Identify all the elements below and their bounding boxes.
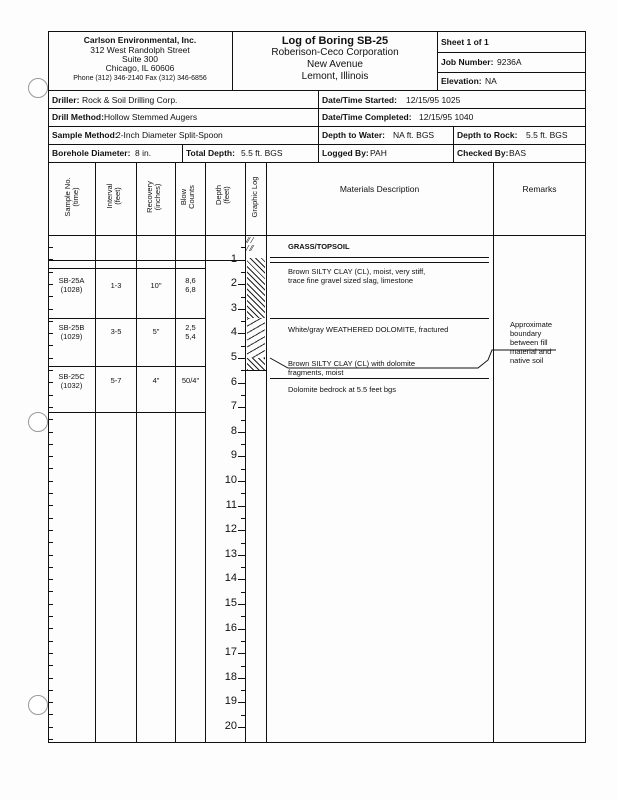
depth-label: 18	[224, 670, 237, 683]
binder-hole	[28, 78, 48, 98]
company-city: Chicago, IL 60606	[105, 63, 175, 73]
col-interval: Interval (feet)	[105, 183, 122, 209]
depth-tick	[238, 678, 246, 679]
col-graphic-log: Graphic Log	[250, 176, 259, 218]
depth-minor-tick	[241, 395, 246, 396]
material-silty-clay: Brown SILTY CLAY (CL), moist, very stiff,	[288, 267, 426, 276]
sample-interval: 5-7	[110, 376, 122, 385]
edge-tick	[48, 665, 53, 666]
edge-tick	[48, 468, 53, 469]
depth-to-rock-label: Depth to Rock:	[457, 130, 518, 140]
edge-tick	[48, 653, 53, 654]
edge-tick	[48, 542, 53, 543]
remark-line: material and	[510, 347, 552, 356]
remark-line: Approximate	[510, 320, 553, 329]
depth-minor-tick	[241, 297, 246, 298]
depth-to-water-label: Depth to Water:	[322, 130, 385, 140]
edge-tick	[48, 628, 53, 629]
material-silty-clay-detail: trace fine gravel sized slag, limestone	[288, 276, 414, 285]
depth-tick	[238, 284, 246, 285]
depth-tick	[238, 407, 246, 408]
depth-label: 1	[230, 252, 237, 265]
edge-tick	[48, 419, 53, 420]
depth-minor-tick	[241, 666, 246, 667]
edge-tick	[48, 382, 53, 383]
depth-minor-tick	[241, 690, 246, 691]
grass-symbol: ⁄⁄ ⁄ ⁄ ⁄⁄	[247, 236, 254, 253]
material-grass-topsoil: GRASS/TOPSOIL	[288, 242, 350, 251]
sample-time: (1032)	[60, 381, 83, 390]
edge-tick	[48, 259, 53, 260]
depth-label: 2	[230, 277, 237, 290]
col-depth: Depth (feet)	[214, 185, 231, 206]
depth-tick	[238, 383, 246, 384]
depth-label: 15	[224, 597, 237, 609]
depth-minor-tick	[241, 641, 246, 642]
sample-blows: 5,4	[185, 332, 196, 341]
depth-minor-tick	[241, 493, 246, 494]
depth-tick	[238, 309, 246, 310]
edge-tick	[48, 432, 53, 433]
silty-clay-hatch	[247, 358, 265, 370]
borehole-diameter-value: 8 in.	[135, 148, 152, 158]
date-started-value: 12/15/95 1025	[406, 95, 461, 105]
depth-label: 9	[230, 449, 237, 462]
material-silty-clay-dolomite: Brown SILTY CLAY (CL) with dolomite	[288, 359, 415, 368]
depth-minor-tick	[241, 518, 246, 519]
edge-tick	[48, 555, 53, 556]
depth-tick	[238, 653, 246, 654]
sample-interval: 1-3	[110, 281, 122, 290]
depth-minor-tick	[241, 715, 246, 716]
depth-tick	[238, 333, 246, 334]
edge-tick	[48, 358, 53, 359]
elevation-value: NA	[485, 76, 497, 86]
sheet-number: Sheet 1 of 1	[441, 37, 489, 47]
depth-tick	[238, 358, 246, 359]
date-started-label: Date/Time Started:	[322, 95, 397, 105]
sample-method-label: Sample Method:	[52, 130, 118, 140]
elevation-label: Elevation:	[441, 76, 482, 86]
depth-tick	[238, 604, 246, 605]
drill-method-label: Drill Method:	[52, 112, 104, 122]
depth-label: 20	[224, 720, 237, 732]
company-street: 312 West Randolph Street	[90, 45, 190, 55]
log-title: Log of Boring SB-25	[281, 35, 389, 47]
depth-minor-tick	[241, 444, 246, 445]
depth-label: 7	[230, 400, 237, 413]
depth-minor-tick	[241, 272, 246, 273]
sample-blows: 8,6	[185, 276, 196, 285]
remark-line: native soil	[510, 356, 544, 365]
checked-by-value: BAS	[509, 148, 527, 158]
depth-label: 12	[224, 523, 237, 536]
log-street: New Avenue	[307, 59, 363, 70]
depth-to-rock-value: 5.5 ft. BGS	[526, 130, 568, 140]
edge-tick	[48, 296, 53, 297]
edge-tick	[48, 345, 53, 346]
depth-label: 5	[230, 351, 237, 363]
depth-label: 16	[224, 621, 237, 634]
logged-by-value: PAH	[370, 148, 387, 158]
depth-tick	[238, 702, 246, 703]
drill-method-value: Hollow Stemmed Augers	[104, 112, 198, 122]
depth-tick	[238, 432, 246, 433]
dolomite-pattern	[247, 318, 265, 358]
edge-tick	[48, 518, 53, 519]
edge-tick	[48, 493, 53, 494]
depth-minor-tick	[241, 616, 246, 617]
sample-recovery: 10"	[150, 281, 162, 290]
edge-tick	[48, 678, 53, 679]
depth-tick	[238, 456, 246, 457]
total-depth-value: 5.5 ft. BGS	[241, 148, 283, 158]
depth-tick	[238, 579, 246, 580]
depth-label: 3	[230, 301, 237, 314]
total-depth-label: Total Depth:	[186, 148, 235, 158]
date-completed-value: 12/15/95 1040	[419, 112, 474, 122]
depth-to-water-value: NA ft. BGS	[393, 130, 435, 140]
remark-line: between fill	[510, 338, 548, 347]
depth-tick	[238, 481, 246, 482]
depth-label: 4	[230, 326, 237, 339]
depth-label: 13	[224, 547, 237, 560]
company-suite: Suite 300	[122, 54, 158, 64]
edge-tick	[48, 370, 53, 371]
material-fragments: fragments, moist	[288, 368, 344, 377]
edge-tick	[48, 321, 53, 322]
logged-by-label: Logged By:	[322, 148, 369, 158]
edge-tick	[48, 284, 53, 285]
depth-minor-tick	[241, 543, 246, 544]
edge-tick	[48, 407, 53, 408]
edge-tick	[48, 567, 53, 568]
checked-by-label: Checked By:	[457, 148, 509, 158]
sample-blows: 6,8	[185, 285, 196, 294]
driller-label: Driller:	[52, 95, 80, 105]
col-blow-counts: Blow Counts	[179, 185, 196, 209]
company-phone: Phone (312) 346-2140 Fax (312) 346-6856	[73, 75, 207, 82]
depth-minor-tick	[241, 247, 246, 248]
job-number-value: 9236A	[497, 57, 522, 67]
borehole-diameter-label: Borehole Diameter:	[52, 148, 131, 158]
edge-tick	[48, 690, 53, 691]
driller-value: Rock & Soil Drilling Corp.	[82, 95, 178, 105]
depth-label: 14	[224, 572, 237, 585]
edge-tick	[48, 247, 53, 248]
edge-tick	[48, 481, 53, 482]
depth-label: 19	[224, 695, 237, 708]
sample-time: (1028)	[60, 285, 83, 294]
log-client: Roberison-Ceco Corporation	[271, 47, 399, 58]
sample-method-value: 2-Inch Diameter Split-Spoon	[116, 130, 223, 140]
edge-tick	[48, 309, 53, 310]
edge-tick	[48, 641, 53, 642]
sample-interval: 3-5	[110, 327, 122, 336]
sample-time: (1029)	[60, 332, 83, 341]
edge-tick	[48, 395, 53, 396]
material-bedrock: Dolomite bedrock at 5.5 feet bgs	[288, 385, 396, 394]
sample-id: SB-25B	[58, 323, 85, 332]
company-name: Carlson Environmental, Inc.	[83, 35, 197, 45]
sample-id: SB-25C	[58, 372, 85, 381]
log-city: Lemont, Illinois	[301, 71, 369, 82]
edge-tick	[48, 702, 53, 703]
depth-tick	[238, 530, 246, 531]
col-materials-description: Materials Description	[339, 184, 420, 194]
edge-tick	[48, 591, 53, 592]
depth-minor-tick	[241, 567, 246, 568]
depth-minor-tick	[241, 469, 246, 470]
edge-tick	[48, 616, 53, 617]
depth-tick	[238, 260, 246, 261]
edge-tick	[48, 333, 53, 334]
binder-hole	[28, 412, 48, 432]
edge-tick	[48, 714, 53, 715]
edge-tick	[48, 272, 53, 273]
depth-label: 11	[225, 498, 237, 511]
depth-tick	[238, 506, 246, 507]
col-recovery: Recovery (inches)	[145, 181, 162, 213]
depth-tick	[238, 629, 246, 630]
depth-label: 8	[230, 424, 237, 437]
edge-tick	[48, 456, 53, 457]
job-number-label: Job Number:	[441, 57, 494, 67]
sample-recovery: 5"	[152, 327, 160, 336]
sample-blows: 50/4"	[181, 376, 200, 385]
edge-tick	[48, 444, 53, 445]
depth-tick	[238, 555, 246, 556]
edge-tick	[48, 739, 53, 740]
depth-label: 6	[230, 375, 237, 388]
depth-minor-tick	[241, 346, 246, 347]
depth-minor-tick	[241, 420, 246, 421]
depth-label: 10	[224, 474, 237, 486]
remark-line: boundary	[510, 329, 542, 338]
silty-clay-hatch	[247, 258, 265, 318]
edge-tick	[48, 530, 53, 531]
edge-tick	[48, 727, 53, 728]
edge-tick	[48, 505, 53, 506]
sample-blows: 2,5	[185, 323, 196, 332]
sample-id: SB-25A	[58, 276, 85, 285]
sample-recovery: 4"	[152, 376, 160, 385]
col-sample-no: Sample No. (time)	[63, 177, 80, 217]
edge-tick	[48, 579, 53, 580]
material-weathered-dolomite: White/gray WEATHERED DOLOMITE, fractured	[288, 325, 449, 334]
depth-minor-tick	[241, 592, 246, 593]
edge-tick	[48, 604, 53, 605]
col-remarks: Remarks	[522, 184, 557, 194]
binder-hole	[28, 695, 48, 715]
depth-label: 17	[224, 646, 237, 659]
depth-tick	[238, 727, 246, 728]
depth-minor-tick	[241, 321, 246, 322]
date-completed-label: Date/Time Completed:	[322, 112, 412, 122]
